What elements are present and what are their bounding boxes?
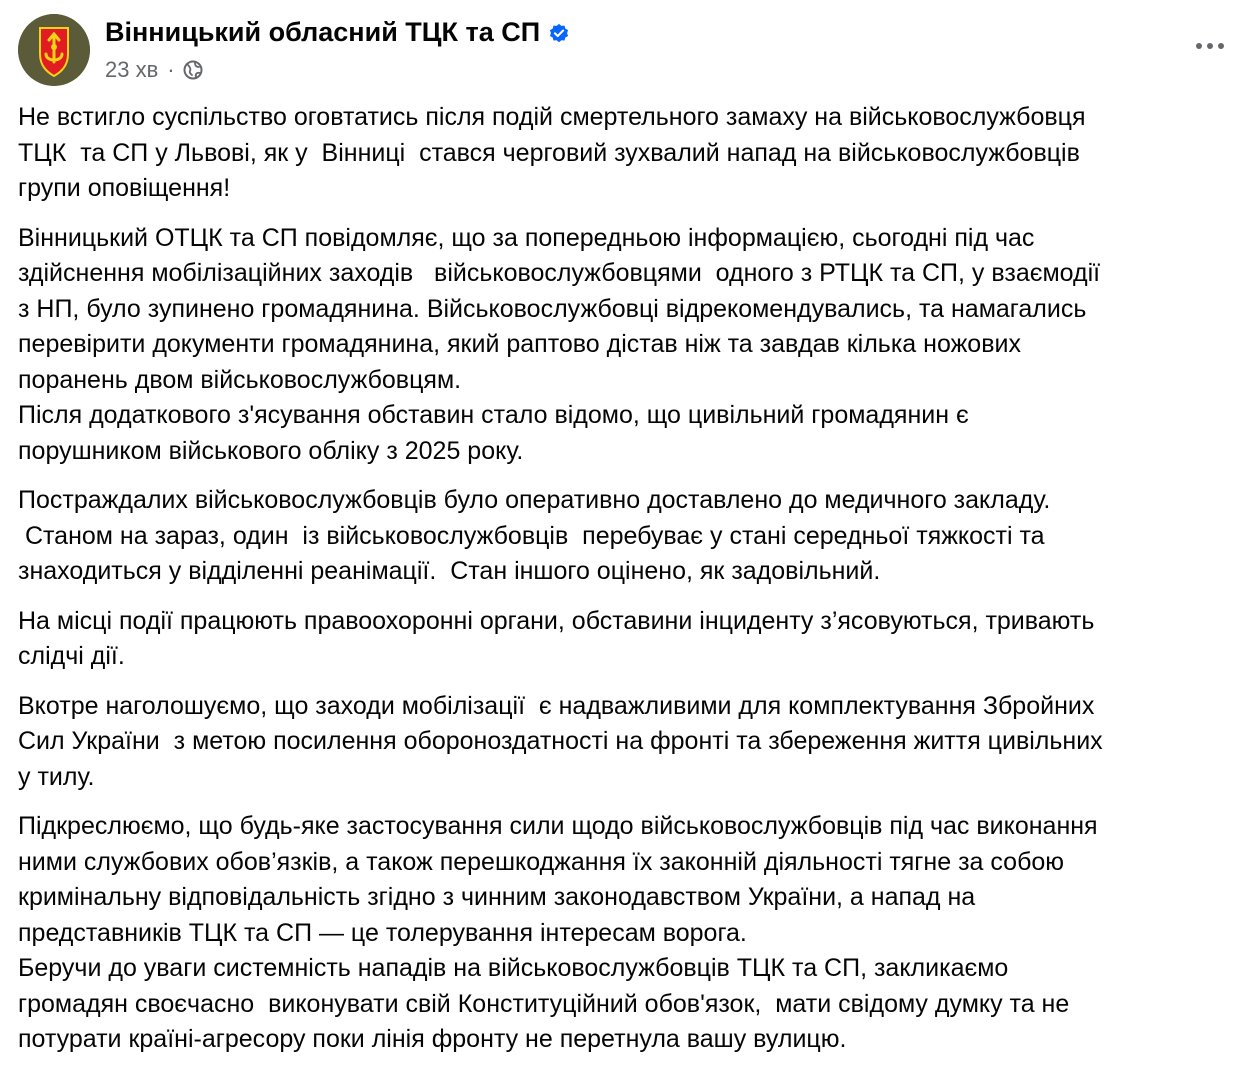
- paragraph-line: громадян своєчасно виконувати свій Конституційний обов'язок, мати свідому думку та не: [18, 989, 1070, 1018]
- paragraph-line: Станом на зараз, один із військовослужбовців перебуває у стані середньої тяжкості та: [18, 521, 1045, 550]
- paragraph-line: На місці події працюють правоохоронні органи, обставини інциденту з’ясовуються, тривають: [18, 606, 1095, 635]
- paragraph-line: Постраждалих військовослужбовців було оперативно доставлено до медичного закладу.: [18, 486, 1051, 514]
- paragraph-line: порушником військового обліку з 2025 року.: [18, 436, 524, 465]
- paragraph-line: слідчі дії.: [18, 642, 125, 670]
- page-name: Вінницький обласний ТЦК та СП: [105, 17, 541, 47]
- post-meta: [105, 57, 203, 83]
- post-timestamp[interactable]: 23 хв: [105, 57, 159, 82]
- coat-of-arms-icon: [18, 14, 90, 86]
- paragraph-line: поранень двом військовослужбовцям.: [18, 365, 462, 394]
- paragraph-line: Вкотре наголошуємо, що заходи мобілізації є надважливими для комплектування Збройних: [18, 691, 1095, 720]
- paragraph-line: здійснення мобілізаційних заходів військовослужбовцями одного з РТЦК та СП, у взаємодії: [18, 259, 1101, 287]
- more-options-button[interactable]: [1190, 32, 1230, 60]
- paragraph-line: знаходиться у відділенні реанімації. Стан іншого оцінено, як задовільний.: [18, 557, 881, 585]
- post-paragraph: [18, 809, 1238, 1058]
- paragraph-line: Вінницький ОТЦК та СП повідомляє, що за попередньою інформацією, сьогодні під час: [18, 223, 1035, 252]
- paragraph-line: представників ТЦК та СП — це толерування інтересам ворога.: [18, 918, 747, 947]
- paragraph-line: потурати країні-агресору поки лінія фронту не перетнула вашу вулицю.: [18, 1025, 847, 1053]
- post-header: [18, 14, 1230, 90]
- paragraph-line: у тилу.: [18, 762, 95, 791]
- post-body: [18, 100, 1238, 1072]
- post-paragraph: [18, 483, 1238, 590]
- post-paragraph: [18, 604, 1238, 675]
- paragraph-line: перевірити документи громадянина, який раптово дістав ніж та завдав кілька ножових: [18, 330, 1021, 358]
- paragraph-line: Беручи до уваги системність нападів на військовослужбовців ТЦК та СП, закликаємо: [18, 954, 1009, 982]
- post-paragraph: [18, 689, 1238, 796]
- paragraph-line: Не встигло суспільство оговтатись після подій смертельного замаху на військовослужбовця: [18, 103, 1086, 131]
- paragraph-line: ТЦК та СП у Львові, як у Вінниці стався черговий зухвалий напад на військовослужбовців: [18, 138, 1080, 167]
- paragraph-line: Сил України з метою посилення обороноздатності на фронті та збереження життя цивільних: [18, 727, 1103, 755]
- post-paragraph: [18, 100, 1238, 207]
- more-options-icon: [1196, 43, 1202, 49]
- paragraph-line: групи оповіщення!: [18, 174, 231, 202]
- meta-separator: ·: [167, 57, 175, 82]
- verified-badge-icon: [548, 21, 570, 43]
- paragraph-line: Після додаткового з'ясування обставин стало відомо, що цивільний громадянин є: [18, 401, 969, 429]
- avatar[interactable]: [18, 14, 90, 86]
- paragraph-line: з НП, було зупинено громадянина. Військовослужбовці відрекомендувались, та намагались: [18, 294, 1087, 323]
- globe-icon[interactable]: [183, 60, 203, 80]
- paragraph-line: кримінальну відповідальність згідно з чинним законодавством України, а напад на: [18, 883, 976, 911]
- paragraph-line: ними службових обов’язків, а також перешкоджання їх законній діяльності тягне за собою: [18, 847, 1065, 876]
- paragraph-line: Підкреслюємо, що будь-яке застосування сили щодо військовослужбовців під час виконання: [18, 812, 1098, 840]
- post-paragraph: [18, 221, 1238, 470]
- page-name-link[interactable]: [105, 17, 570, 48]
